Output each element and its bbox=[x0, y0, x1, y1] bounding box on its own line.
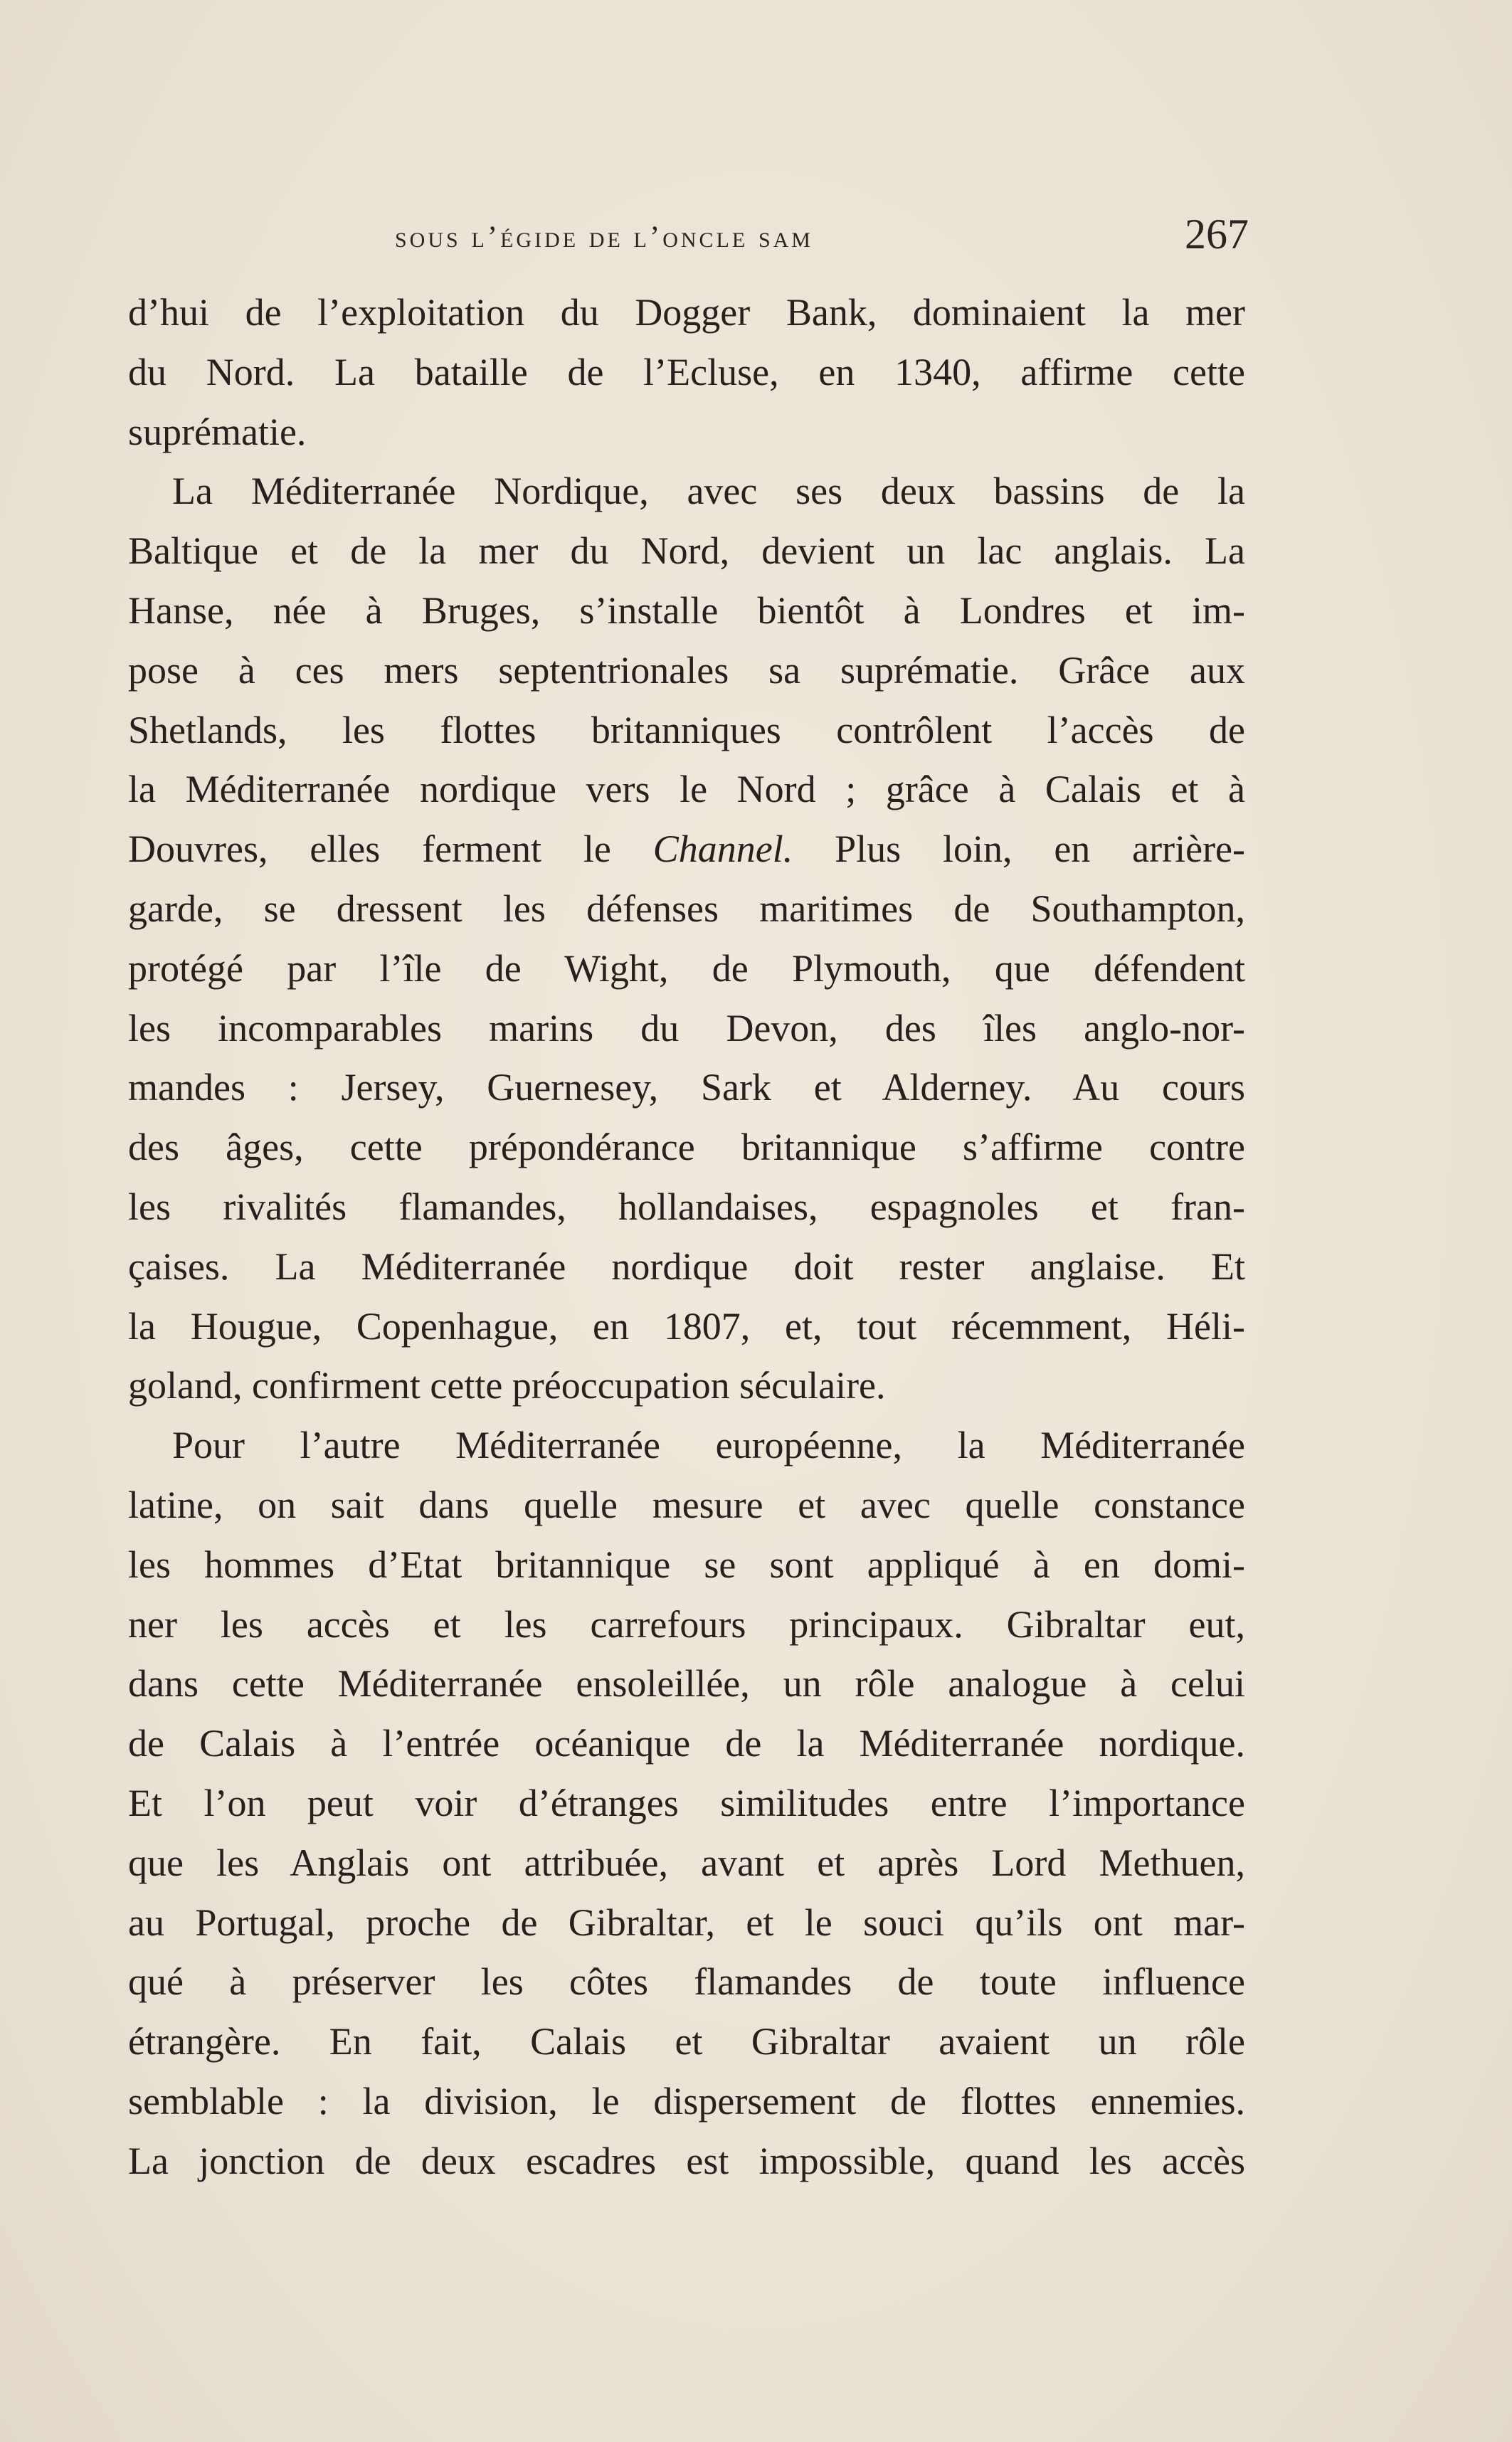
text-line: du Nord. La bataille de l’Ecluse, en 1340, affirme cette bbox=[128, 350, 1245, 393]
text-line: pose à ces mers septentrionales sa suprématie. Grâce aux bbox=[128, 648, 1245, 692]
text-line: au Portugal, proche de Gibraltar, et le souci qu’ils ont mar- bbox=[128, 1901, 1245, 1944]
text-line: Baltique et de la mer du Nord, devient un lac anglais. La bbox=[128, 529, 1245, 573]
text-line: La jonction de deux escadres est impossible, quand les accès bbox=[128, 2139, 1245, 2182]
text-line: qué à préserver les côtes flamandes de toute influence bbox=[128, 1960, 1245, 2004]
text-line: les hommes d’Etat britannique se sont appliqué à en domi- bbox=[128, 1543, 1245, 1586]
text-line: suprématie. bbox=[128, 410, 307, 453]
text-line bbox=[128, 820, 1245, 879]
text-line: La Méditerranée Nordique, avec ses deux bassins de la bbox=[172, 470, 1245, 513]
body-text bbox=[128, 283, 1245, 2192]
text-line: Pour l’autre Méditerranée européenne, la Méditerranée bbox=[172, 1424, 1245, 1467]
text-line: Et l’on peut voir d’étranges similitudes entre l’importance bbox=[128, 1781, 1245, 1824]
text-line: latine, on sait dans quelle mesure et avec quelle constance bbox=[128, 1483, 1245, 1526]
text-line: d’hui de l’exploitation du Dogger Bank, dominaient la mer bbox=[128, 291, 1245, 334]
text-line: des âges, cette prépondérance britannique s’affirme contre bbox=[128, 1126, 1245, 1169]
text-segment: Plus loin, en arrière- bbox=[793, 828, 1245, 871]
running-head: sous l’égide de l’oncle sam bbox=[395, 221, 813, 254]
text-line: de Calais à l’entrée océanique de la Méditerranée nordique. bbox=[128, 1722, 1245, 1765]
text-line: mandes : Jersey, Guernesey, Sark et Alderney. Au cours bbox=[128, 1066, 1245, 1109]
text-line: les incomparables marins du Devon, des îles anglo-nor- bbox=[128, 1006, 1245, 1050]
text-line: dans cette Méditerranée ensoleillée, un rôle analogue à celui bbox=[128, 1662, 1245, 1706]
text-line: semblable : la division, le dispersement de flottes ennemies. bbox=[128, 2079, 1245, 2123]
text-line: étrangère. En fait, Calais et Gibraltar avaient un rôle bbox=[128, 2020, 1245, 2063]
text-line: garde, se dressent les défenses maritimes de Southampton, bbox=[128, 887, 1245, 930]
text-line: que les Anglais ont attribuée, avant et après Lord Methuen, bbox=[128, 1841, 1245, 1884]
text-line: les rivalités flamandes, hollandaises, espagnoles et fran- bbox=[128, 1185, 1245, 1228]
text-line: Shetlands, les flottes britanniques contrôlent l’accès de bbox=[128, 708, 1245, 751]
text-line: protégé par l’île de Wight, de Plymouth, que défendent bbox=[128, 946, 1245, 990]
text-segment: Douvres, elles ferment le bbox=[128, 828, 653, 871]
text-line: çaises. La Méditerranée nordique doit rester anglaise. Et bbox=[128, 1244, 1245, 1288]
page-number: 267 bbox=[1185, 211, 1249, 258]
text-line: goland, confirment cette préoccupation séculaire. bbox=[128, 1364, 886, 1407]
text-line: la Méditerranée nordique vers le Nord ; grâce à Calais et à bbox=[128, 768, 1245, 811]
text-line: ner les accès et les carrefours principaux. Gibraltar eut, bbox=[128, 1602, 1245, 1646]
page-header bbox=[132, 210, 1249, 267]
italic-word: Channel. bbox=[652, 828, 793, 871]
text-line: Hanse, née à Bruges, s’installe bientôt à Londres et im- bbox=[128, 588, 1245, 632]
text-line: la Hougue, Copenhague, en 1807, et, tout récemment, Héli- bbox=[128, 1304, 1245, 1348]
